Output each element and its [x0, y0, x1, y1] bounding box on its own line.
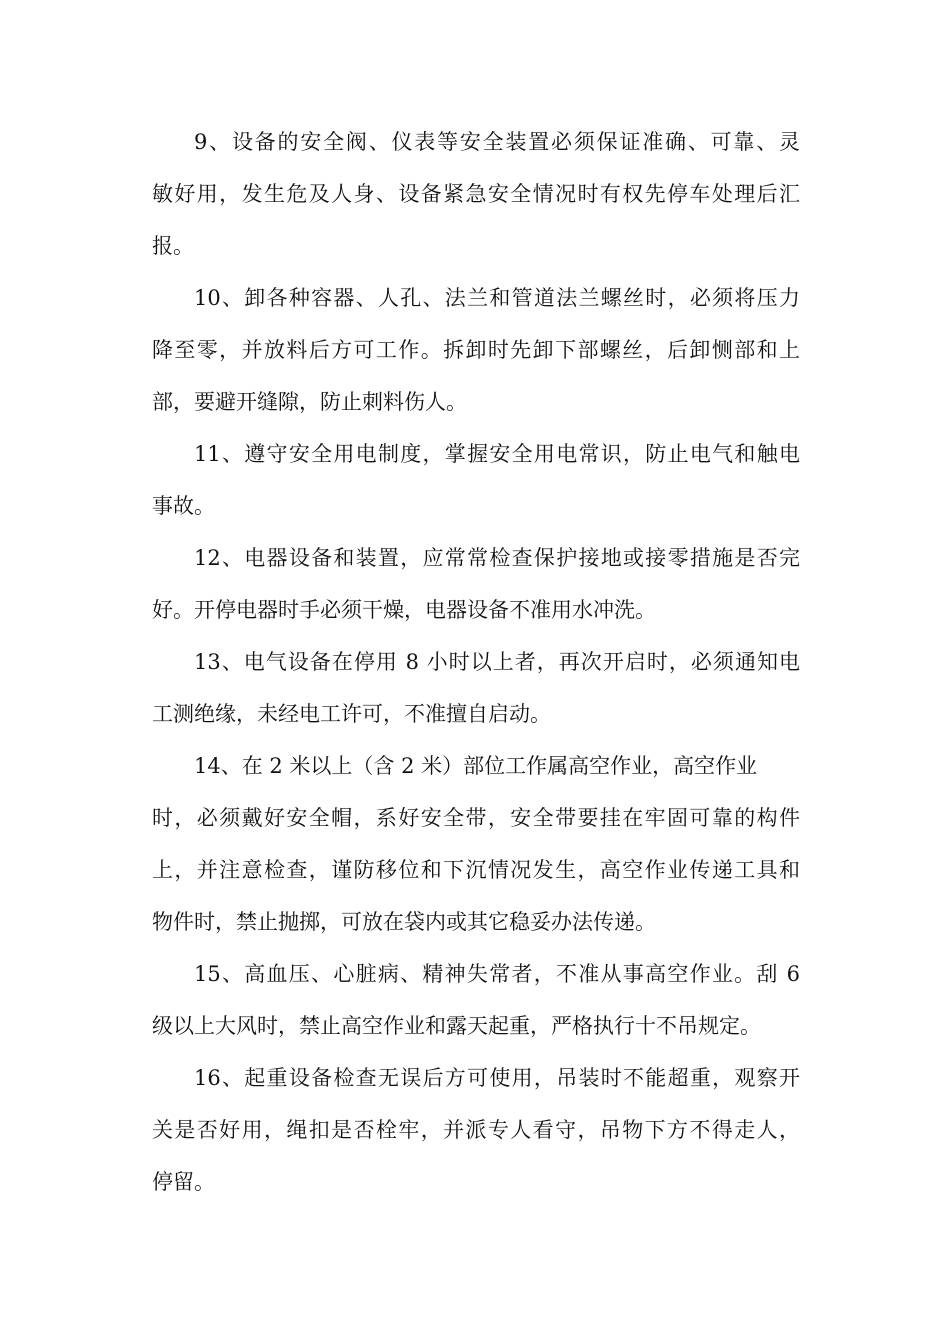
paragraph-line: 报。	[152, 234, 194, 258]
paragraph-item-10	[152, 272, 800, 428]
paragraph-line: 物件时，禁止抛掷，可放在袋内或其它稳妥办法传递。	[152, 910, 656, 934]
paragraph-item-13	[152, 636, 800, 740]
paragraph-line: 关是否好用，绳扣是否栓牢，并派专人看守，吊物下方不得走人，	[152, 1118, 800, 1142]
paragraph-line: 工测绝缘，未经电工许可，不准擅自启动。	[152, 702, 551, 726]
paragraph-line: 降至零，并放料后方可工作。拆卸时先卸下部螺丝，后卸恻部和上	[152, 338, 800, 362]
paragraph-line: 15、高血压、心脏病、精神失常者，不准从事高空作业。刮 6	[194, 962, 800, 986]
paragraph-line: 停留。	[152, 1170, 215, 1194]
paragraph-line: 9、设备的安全阀、仪表等安全装置必须保证准确、可靠、灵	[194, 130, 800, 154]
paragraph-line: 级以上大风时，禁止高空作业和露天起重，严格执行十不吊规定。	[152, 1014, 761, 1038]
paragraph-line: 10、卸各种容器、人孔、法兰和管道法兰螺丝时，必须将压力	[194, 286, 800, 310]
paragraph-line: 部，要避开缝隙，防止刺料伤人。	[152, 390, 467, 414]
paragraph-item-12	[152, 532, 800, 636]
paragraph-line: 11、遵守安全用电制度，掌握安全用电常识，防止电气和触电	[194, 442, 800, 466]
paragraph-line: 时，必须戴好安全帽，系好安全带，安全带要挂在牢固可靠的构件	[152, 806, 800, 830]
paragraph-line: 敏好用，发生危及人身、设备紧急安全情况时有权先停车处理后汇	[152, 182, 800, 206]
paragraph-line: 上，并注意检查，谨防移位和下沉情况发生，高空作业传递工具和	[152, 858, 800, 882]
paragraph-item-15	[152, 948, 800, 1052]
paragraph-item-16	[152, 1052, 800, 1208]
paragraph-item-9	[152, 116, 800, 272]
paragraph-line: 16、起重设备检查无误后方可使用，吊装时不能超重，观察开	[194, 1066, 800, 1090]
paragraph-item-14	[152, 740, 800, 948]
paragraph-line: 13、电气设备在停用 8 小时以上者，再次开启时，必须通知电	[194, 650, 800, 674]
paragraph-line: 好。开停电器时手必须干燥，电器设备不准用水冲洗。	[152, 598, 656, 622]
paragraph-line: 12、电器设备和装置，应常常检查保护接地或接零措施是否完	[194, 546, 800, 570]
paragraph-item-11	[152, 428, 800, 532]
document-body	[152, 116, 800, 1208]
paragraph-line: 14、在 2 米以上（含 2 米）部位工作属高空作业，高空作业	[194, 754, 758, 778]
paragraph-line: 事故。	[152, 494, 215, 518]
